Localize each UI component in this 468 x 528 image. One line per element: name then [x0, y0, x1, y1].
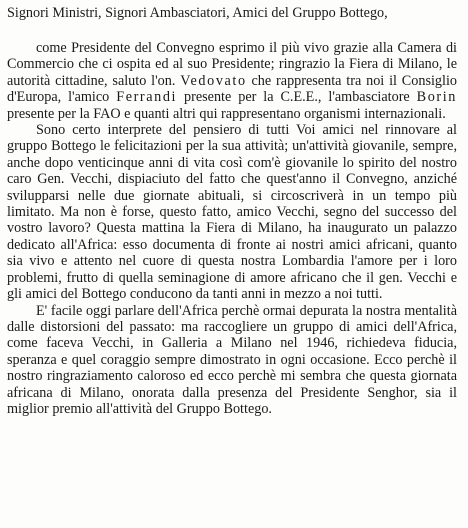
paragraph-1-text-3: presente per la C.E.E., l'ambasciatore: [177, 89, 417, 106]
paragraph-3: E' facile oggi parlare dell'Africa perchè ormai depurata la nostra mentalità dalle distorsioni del passato: ma raccogliere un gruppo di amici dell'Africa, come faceva Vecchi, in Galleria a Milano nel 1946, richiedeva fiducia, speranza e quel coraggio sempre dimostrato in ogni occasione. Ecco perchè il nostro ringraziamento caloroso ed ecco perchè mi sembra che questa giornata africana di Milano, onorata dalla presenza del Presidente Senghor, sia il miglior premio all'attività del Gruppo Bottego.: [7, 302, 457, 417]
name-borin: Borin: [416, 89, 457, 106]
salutation: Signori Ministri, Signori Ambasciatori, Amici del Gruppo Bottego,: [7, 5, 388, 21]
paragraph-1-text-2: che rappresenta tra noi il Consiglio d'Europa, l'amico: [7, 72, 457, 106]
paragraph-1: [7, 40, 457, 122]
paragraph-2: Sono certo interprete del pensiero di tutti Voi amici nel rinnovare al gruppo Bottego le felicitazioni per la sua attività; un'attività giovanile, sempre, anche dopo venticinque anni di vita così com'è giovanile lo spirito del nostro caro Gen. Vecchi, dispiaciuto del fatto che quest'anno il Convegno, anziché svilupparsi nelle due giornate abituali, si circoscriverà in un tempo più limitato. Ma non è forse, questo fatto, amico Vecchi, segno del successo del vostro lavoro? Questa mattina la Fiera di Milano, ha inaugurato un palazzo dedicato all'Africa: esso documenta di fronte ai nostri amici africani, quanto sia vivo e attento nel cuore di questa nostra Lombardia l'amore per i loro problemi, frutto di quella seminagione di amore africano che il gen. Vecchi e gli amici del Bottego conducono da tanti anni in mezzo a noi tutti.: [7, 122, 457, 303]
body-text: [7, 40, 457, 417]
paragraph-1-text-4: presente per la FAO e quanti altri qui rappresentano organismi internazionali.: [7, 105, 446, 122]
paragraph-1-text: come Presidente del Convegno esprimo il più vivo grazie alla Camera di Commercio che ci ospita ed al suo Presidente; ringrazio la Fiera di Milano, le autorità cittadine, saluto l'on.: [7, 40, 457, 89]
name-ferrandi: Ferrandi: [116, 89, 178, 106]
name-vedovato: Vedovato: [180, 72, 247, 89]
